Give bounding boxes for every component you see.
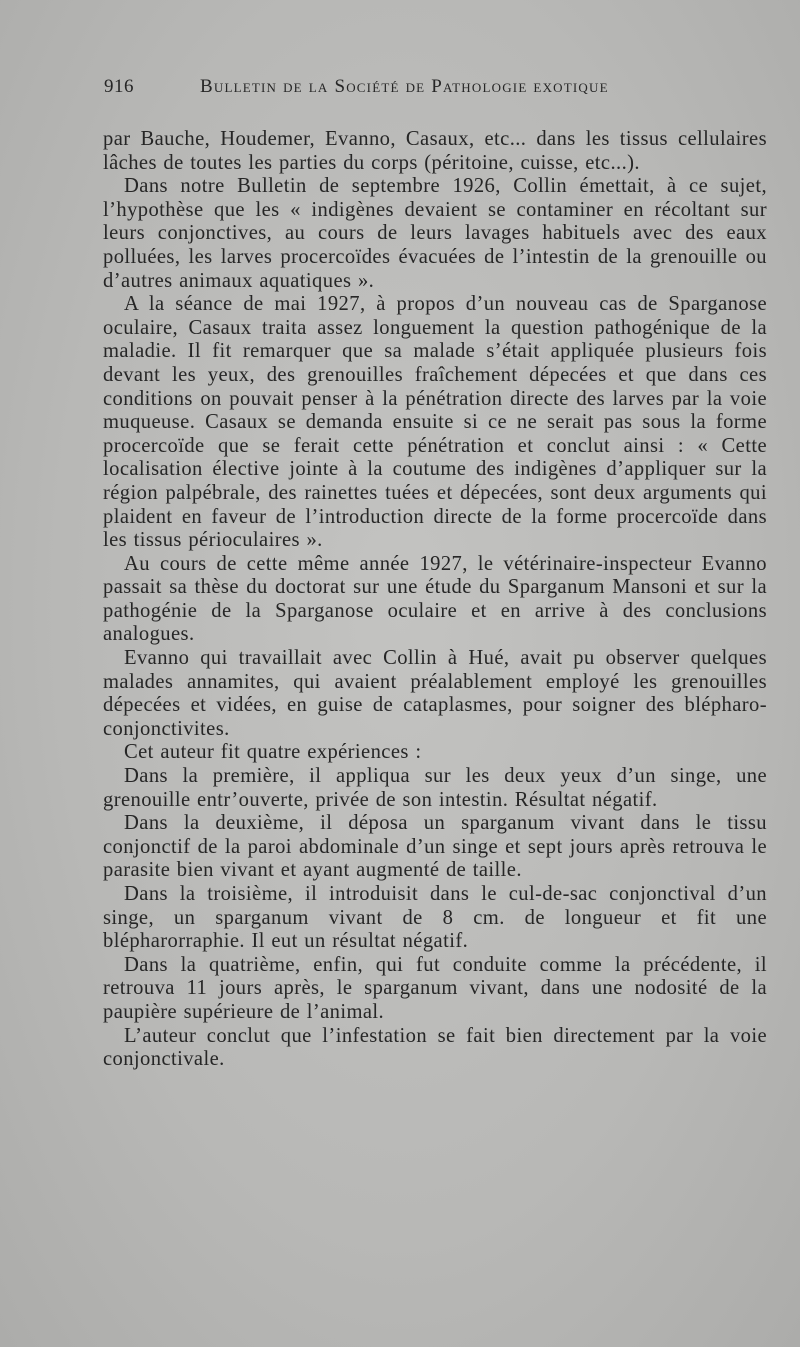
running-title: Bulletin de la Société de Pathologie exotique [200,76,609,97]
paragraph-casaux-1927: A la séance de mai 1927, à propos d’un nouveau cas de Sparganose oculaire, Casaux traita assez longuement la question pathogénique de la maladie. Il fit remarquer que sa malade s’était appliquée plusieurs fois devant les yeux, des grenouilles fraîchement dépecées et que dans ces conditions on pouvait penser à la pénétration directe des larves par la voie muqueuse. Casaux se demanda ensuite si ce ne serait pas sous la forme procercoïde que se ferait cette pénétration et conclut ainsi : « Cette localisation élective jointe à la coutume des indigènes d’appliquer sur la région palpébrale, des rainettes tuées et dépecées, sont deux arguments qui plaident en faveur de l’introduction directe de la forme procercoïde dans les tissus périoculaires ». [103,293,767,552]
page-number: 916 [104,76,134,97]
paragraph-evanno-observations: Evanno qui travaillait avec Collin à Hué, avait pu observer quelques malades annamites, qui avaient préalablement employé les grenouilles dépecées et vidées, en guise de cataplasmes, pour soigner des blépharo-conjonctivites. [103,647,767,740]
paragraph-continuation: par Bauche, Houdemer, Evanno, Casaux, etc... dans les tissus cellulaires lâches de toutes les parties du corps (péritoine, cuisse, etc...). [103,128,767,174]
page-header [104,76,764,100]
body-text [103,128,767,1072]
paragraph-experiment-3: Dans la troisième, il introduisit dans le cul-de-sac conjonctival d’un singe, un sparganum vivant de 8 cm. de longueur et fit une blépharorraphie. Il eut un résultat négatif. [103,883,767,953]
paragraph-conclusion: L’auteur conclut que l’infestation se fait bien directement par la voie conjonctivale. [103,1024,767,1071]
paragraph-four-experiments: Cet auteur fit quatre expériences : [124,741,422,764]
paragraph-experiment-4: Dans la quatrième, enfin, qui fut conduite comme la précédente, il retrouva 11 jours après, le sparganum vivant, dans une nodosité de la paupière supérieure de l’animal. [103,953,767,1023]
paragraph-evanno-thesis: Au cours de cette même année 1927, le vétérinaire-inspecteur Evanno passait sa thèse du doctorat sur une étude du Sparganum Mansoni et sur la pathogénie de la Sparganose oculaire et en arrive à des conclusions analogues. [103,552,767,646]
paragraph-experiment-1: Dans la première, il appliqua sur les deux yeux d’un singe, une grenouille entr’ouverte, privée de son intestin. Résultat négatif. [103,765,767,811]
paragraph-experiment-2: Dans la deuxième, il déposa un sparganum vivant dans le tissu conjonctif de la paroi abdominale d’un singe et sept jours après retrouva le parasite bien vivant et ayant augmenté de taille. [103,812,767,882]
paragraph-collin-hypothesis: Dans notre Bulletin de septembre 1926, Collin émettait, à ce sujet, l’hypothèse que les « indigènes devaient se contaminer en récoltant sur leurs conjonctives, au cours de leurs lavages habituels avec des eaux polluées, les larves procercoïdes évacuées de l’intestin de la grenouille ou d’autres animaux aquatiques ». [103,175,767,292]
